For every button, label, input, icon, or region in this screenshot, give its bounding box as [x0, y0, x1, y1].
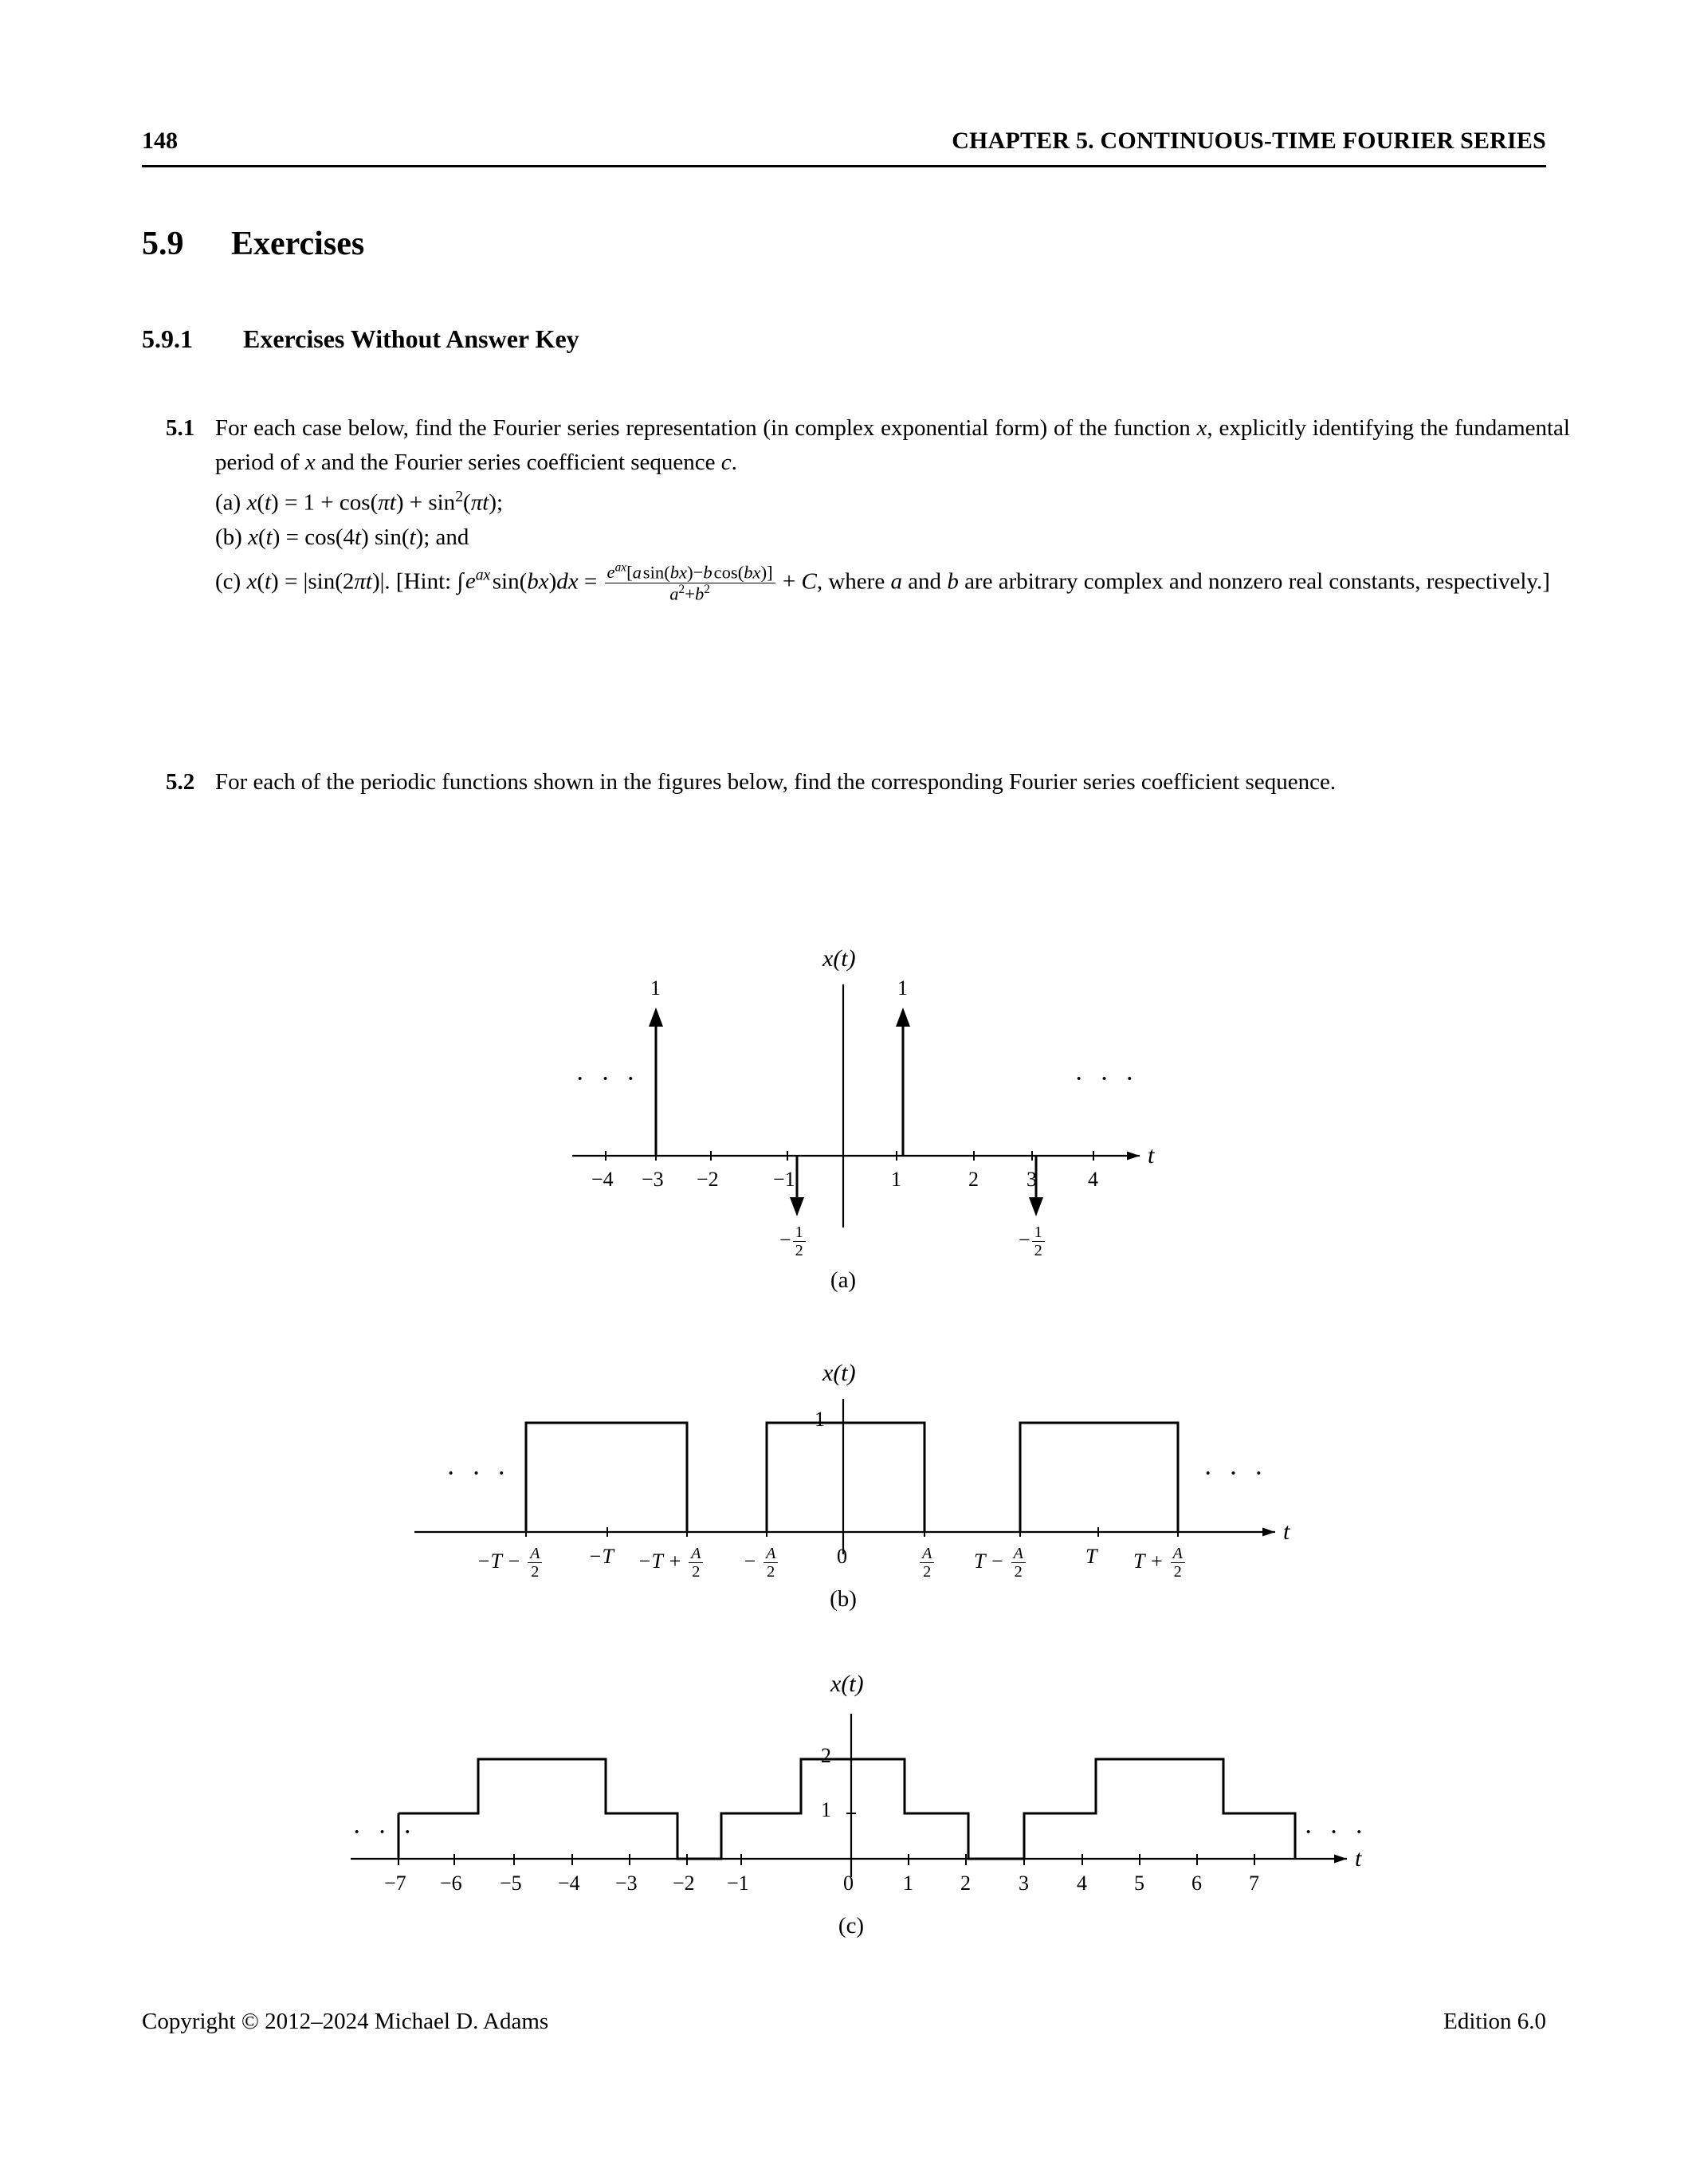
figure-a-xtick--3: −3 — [642, 1168, 664, 1191]
figure-c-xtick-0: 0 — [843, 1872, 854, 1895]
edition-label: Edition 6.0 — [1443, 2009, 1546, 2034]
figure-c-xtick-7: 7 — [1249, 1872, 1259, 1895]
figure-a-xtick--1: −1 — [773, 1168, 795, 1191]
figure-c-xtick-1: 1 — [903, 1872, 913, 1895]
figure-a-xtick-4: 4 — [1088, 1168, 1098, 1191]
figure-c-xtick--4: −4 — [558, 1872, 580, 1895]
figure-b-xtick-6: $\frac{A}{2}$ — [918, 1545, 936, 1581]
figure-c-xtick-4: 4 — [1077, 1872, 1087, 1895]
figure-b-xlabel: t — [1283, 1518, 1290, 1545]
figure-c-xlabel: t — [1355, 1845, 1362, 1872]
figure-b-xtick-3: −T + $\frac{A}{2}$ — [638, 1545, 705, 1581]
figure-a-ylabel: x(t) — [822, 945, 856, 972]
section-heading — [142, 225, 364, 263]
subsection-heading — [142, 324, 579, 354]
figure-b-ylabel: x(t) — [822, 1360, 856, 1386]
figure-b-right-ellipsis: · · · — [1203, 1459, 1268, 1488]
figure-a-impulse-label-1: 1 — [650, 976, 661, 1000]
figure-c-xtick--5: −5 — [500, 1872, 522, 1895]
figure-c-left-ellipsis: · · · — [352, 1817, 417, 1847]
figure-a-xtick-3: 3 — [1027, 1168, 1037, 1191]
figure-b-xtick-4: − $\frac{A}{2}$ — [743, 1545, 779, 1581]
figure-b-xtick-5: 0 — [837, 1545, 847, 1568]
figure-a-xtick--2: −2 — [697, 1168, 719, 1191]
figure-a-impulse-label-2: 1 — [897, 976, 908, 1000]
figure-a-left-ellipsis: · · · — [575, 1064, 640, 1094]
page-footer — [142, 2009, 1546, 2035]
figure-b-xtick-7: T − $\frac{A}{2}$ — [974, 1545, 1027, 1581]
page-number: 148 — [142, 128, 178, 154]
header-rule — [142, 165, 1546, 167]
figure-a-xtick-1: 1 — [891, 1168, 901, 1191]
figure-c-xtick--6: −6 — [440, 1872, 462, 1895]
exercise-body: For each case below, find the Fourier series representation (in complex exponential form) of the function x, explicitly identifying the fundamental period of x and the Fourier series coefficient sequence c. (a) $x(t) = 1 + \cos(\pi t) + \sin^2(\pi t)$; (b) x(t) = cos(4t) sin(t); and (c) x(t) = |sin(2πt)|. [Hint: ∫ $e^{ax}$ sin(bx)dx = $\frac{e^{ax}[a \sin(bx)-b \cos(bx)]}{a^2+b^2}$ + C, where a and b are arbitrary complex and nonzero real constants, respectively.] — [215, 415, 1570, 604]
section-number: 5.9 — [142, 226, 184, 262]
figure-b-caption: (b) — [830, 1586, 857, 1612]
subsection-number: 5.9.1 — [142, 324, 193, 353]
exercise-number: 5.1 — [166, 415, 195, 441]
exercise-5-1-part-c: (c) x(t) = |sin(2πt)|. [Hint: ∫ $e^{ax}$ sin(bx)dx = $\frac{e^{ax}[a \sin(bx)-b \cos(bx)]}{a^2+b^2}$ + C, where a and b are arbitrary complex and nonzero real constants, respectively.] — [215, 560, 1550, 604]
figure-c-ytick-2: 2 — [821, 1744, 831, 1767]
hint-fraction: $\frac{e^{ax}[a \sin(bx)-b \cos(bx)]}{a^2+b^2}$ — [605, 562, 775, 605]
figure-a-xtick--4: −4 — [591, 1168, 614, 1191]
figure-b-plot — [0, 1355, 1688, 1674]
figure-b-xtick-1: −T − $\frac{A}{2}$ — [477, 1545, 544, 1581]
figure-c-xtick--2: −2 — [673, 1872, 695, 1895]
figure-c-ylabel: x(t) — [830, 1671, 864, 1697]
exercise-body: For each of the periodic functions shown in the figures below, find the corresponding Fourier series coefficient sequence. — [215, 769, 1337, 795]
figure-a-caption: (a) — [830, 1267, 857, 1293]
figure-a-impulse-label-4: − $\frac{1}{2}$ — [1019, 1224, 1046, 1260]
exercise-5-2 — [166, 765, 1570, 799]
figure-c-xtick-6: 6 — [1191, 1872, 1202, 1895]
exercise-number: 5.2 — [166, 769, 195, 795]
figure-c-ytick-1: 1 — [821, 1798, 831, 1821]
figure-b-xtick-9: T + $\frac{A}{2}$ — [1133, 1545, 1187, 1581]
figure-c-xtick-5: 5 — [1134, 1872, 1144, 1895]
figure-a-xtick-2: 2 — [968, 1168, 979, 1191]
exercise-5-1-part-a: (a) $x(t) = 1 + \cos(\pi t) + \sin^2(\pi t)$; — [215, 488, 504, 516]
exercise-5-1 — [166, 411, 1570, 605]
figure-c-xtick--1: −1 — [727, 1872, 749, 1895]
figure-c-right-ellipsis: · · · — [1304, 1817, 1368, 1847]
page-header — [142, 128, 1546, 155]
figure-c-xtick--7: −7 — [384, 1872, 406, 1895]
figure-c-caption: (c) — [838, 1913, 865, 1938]
figure-b-xtick-2: −T — [588, 1545, 614, 1568]
subsection-title: Exercises Without Answer Key — [243, 324, 579, 353]
chapter-title: CHAPTER 5. CONTINUOUS-TIME FOURIER SERIES — [952, 128, 1546, 154]
section-title: Exercises — [231, 226, 365, 262]
figure-a-xlabel: t — [1148, 1142, 1155, 1169]
figure-b-ytick-1: 1 — [815, 1408, 825, 1431]
figure-b-left-ellipsis: · · · — [446, 1459, 511, 1488]
figure-b-xtick-8: T — [1085, 1545, 1097, 1568]
exercise-5-1-part-b: (b) x(t) = cos(4t) sin(t); and — [215, 524, 469, 550]
figure-c-xtick-2: 2 — [960, 1872, 971, 1895]
figure-c-xtick-3: 3 — [1019, 1872, 1029, 1895]
figure-a-impulse-label-3: − $\frac{1}{2}$ — [779, 1224, 807, 1260]
figure-a-right-ellipsis: · · · — [1074, 1064, 1139, 1094]
figure-c — [0, 1666, 1688, 1985]
copyright-notice: Copyright © 2012–2024 Michael D. Adams — [142, 2009, 549, 2034]
figure-b — [0, 1355, 1688, 1674]
figure-a — [0, 941, 1688, 1331]
figure-c-xtick--3: −3 — [615, 1872, 638, 1895]
